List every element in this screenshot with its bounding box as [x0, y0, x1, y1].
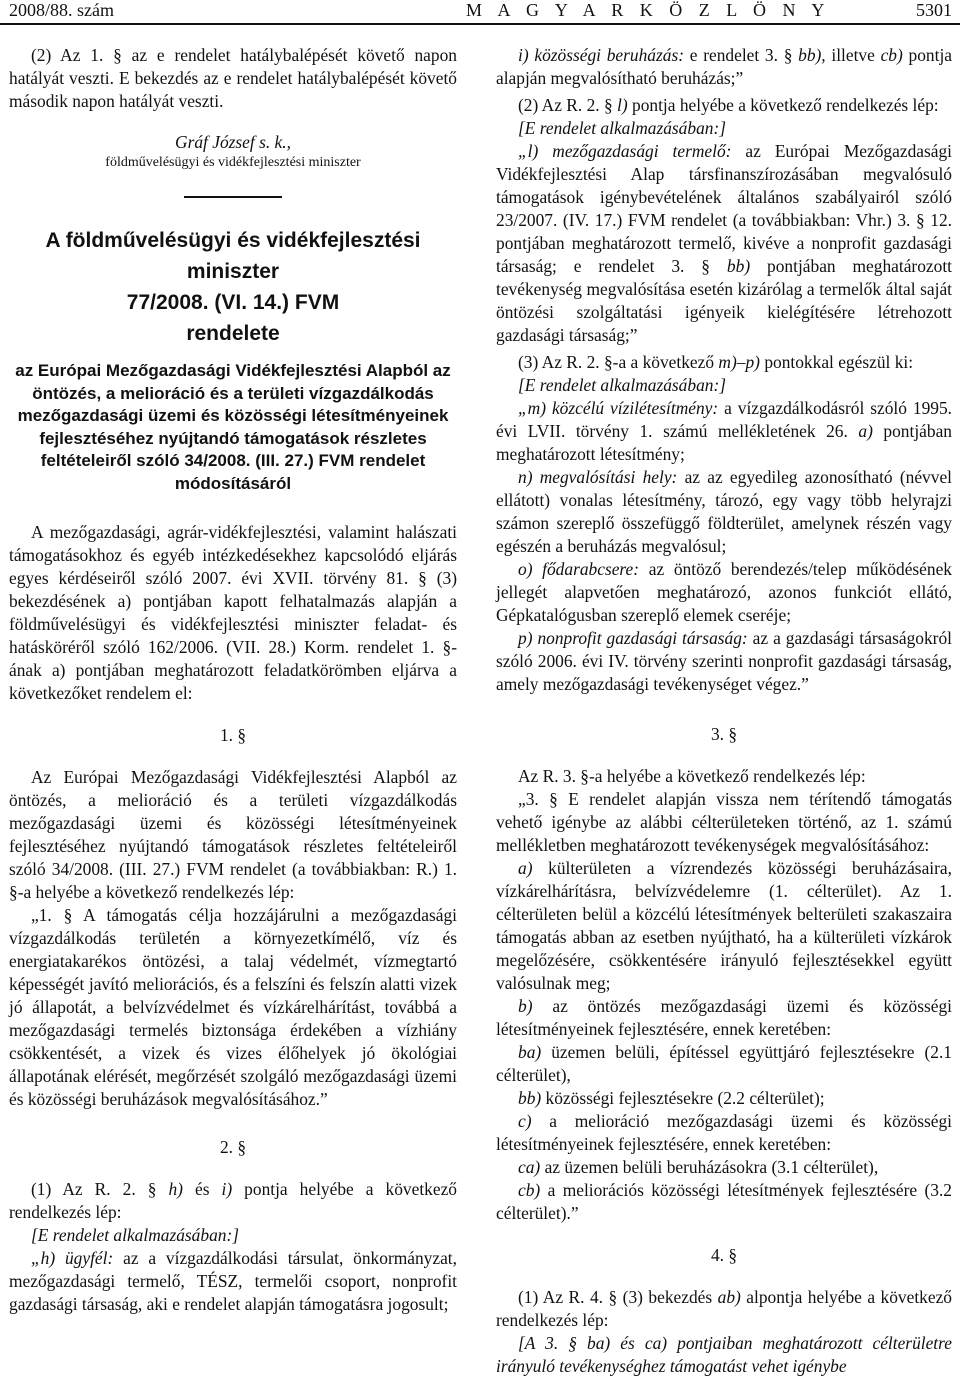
paragraph: „3. § E rendelet alapján vissza nem térítendő támogatás vehető igénybe az alábbi célterületeken történő, az 1. számú mellékletben meghatározott tevékenységek megvalósításához: — [496, 789, 952, 855]
act-number: 77/2008. (VI. 14.) FVM — [126, 291, 340, 314]
act-subject: az Európai Mezőgazdasági Vidékfejlesztési Alapból az öntözés, a melioráció és a területi vízgazdálkodás mezőgazdasági üzemi és közösségi létesítményeinek fejlesztéséhez nyújtandó támogatások részletes feltételeiről szóló 34/2008. (III. 27.) FVM rendelet módosításáról — [15, 361, 451, 493]
paragraph: „m) közcélú vízilétesítmény: a vízgazdálkodásról szóló 1995. évi LVII. törvény 1. számú mellékletének 26. a) pontjában meghatározott létesítmény; — [496, 398, 952, 464]
paragraph: [E rendelet alkalmazásában:] — [31, 1225, 240, 1245]
header-rule — [0, 23, 960, 25]
act-heading — [9, 225, 457, 349]
paragraph: p) nonprofit gazdasági társaság: az a gazdasági társaságokról szóló 2006. évi IV. törvény szerinti nonprofit gazdasági társaság, amely mezőgazdasági tevékenységet végez.” — [496, 628, 953, 694]
paragraph: Az R. 3. §-a helyébe a következő rendelkezés lép: — [518, 766, 866, 786]
page-number: 5301 — [916, 0, 952, 20]
left-column — [9, 44, 457, 1316]
paragraph: i) közösségi beruházás: e rendelet 3. § bb), illetve cb) pontja alapján megvalósítható beruházás;” — [496, 45, 952, 88]
preamble: A mezőgazdasági, agrár-vidékfejlesztési, valamint halászati támogatásokhoz és egyéb intézkedésekhez kapcsolódó eljárás egyes kérdéseiről szóló 2007. évi XVII. törvény 81. § (3) bekezdésének a) pontjában kapott felhatalmazás alapján a földművelésügyi és vidékfejlesztési miniszter feladat- és hatásköréről szóló 162/2006. (VII. 28.) Korm. rendelet 1. §-ának a) pontjában meghatározott feladatkörömben eljárva a következőket rendelem el: — [9, 522, 457, 703]
paragraph: „l) mezőgazdasági termelő: az Európai Mezőgazdasági Vidékfejlesztési Alap társfinanszírozásában megvalósuló támogatások igénybevételének általános szabályairól szóló 23/2007. (IV. 17.) FVM rendelet (a továbbiakban: Vhr.) 3. § 12. pontjában meghatározott termelő, kivéve a nonprofit gazdasági társaság; e rendelet 3. § bb) pontjában meghatározott tevékenység megvalósítása esetén kizárólag a termelők által saját öntözési szolgáltatási igényeik kielégítésére létrehozott gazdasági társaság;” — [496, 141, 952, 345]
issuer-line-1: A földművelésügyi és vidékfejlesztési — [45, 229, 421, 252]
paragraph: „1. § A támogatás célja hozzájárulni a mezőgazdasági vízgazdálkodás területén a környezetkímélő, víz és energiatakarékos öntözési, a talaj védelmét, vízmegtartó képességét javító meliorációs, és a felszíni és felszín alatti vizek jó állapotát, a belvízvédelmet és vízkárelhárítást, továbbá a mezőgazdasági termelés biztonsága érdekében a vízhiány csökkentését, a vizek és vizes élőhelyek jó ökológiai állapotának elérését, megőrzését szolgáló mezőgazdasági üzemi és közösségi beruházások megvalósításához.” — [9, 905, 457, 1109]
paragraph: [E rendelet alkalmazásában:] — [518, 118, 727, 138]
right-column — [496, 44, 952, 1378]
paragraph: (3) Az R. 2. §-a a következő m)–p) pontokkal egészül ki: — [518, 352, 914, 372]
paragraph: [E rendelet alkalmazásában:] — [518, 375, 727, 395]
paragraph: ba) üzemen belüli, építéssel együttjáró fejlesztésekre (2.1 célterület), — [496, 1042, 952, 1085]
section-1-heading: 1. § — [219, 725, 247, 745]
section-2-heading: 2. § — [219, 1137, 247, 1157]
paragraph: (1) Az R. 4. § (3) bekezdés ab) alpontja helyébe a következő rendelkezés lép: — [496, 1287, 952, 1330]
paragraph: c) a melioráció mezőgazdasági üzemi és közösségi létesítményeinek fejlesztésére, ennek keretében: — [496, 1111, 952, 1154]
paragraph: n) megvalósítási hely: az az egyedileg azonosítható (névvel ellátott) vonalas létesítmény, tározó, egy vagy több helyrajzi számon szereplő összefüggő földterület, amelynek részén vagy egészén a beruházás megvalósul; — [496, 467, 952, 556]
paragraph: o) fődarabcsere: az öntöző berendezés/telep működésének jellegét alapvetően meghatározó, azonos funkciót ellátó, Gépkatalógusban szereplő elemek cseréje; — [496, 559, 953, 625]
paragraph: (1) Az R. 2. § h) és i) pontja helyébe a következő rendelkezés lép: — [9, 1179, 457, 1222]
paragraph: a) külterületen a vízrendezés közösségi beruházásaira, vízkárelhárításra, belvízvédelemre (1. célterület). Az 1. célterületen belül a közcélú létesítmények belterületi szakaszaira támogatás abban az esetben nyújtható, ha a külterületi vízkárok megelőzésére, csökkentésére irányuló fejlesztésekkel együtt valósulnak meg; — [496, 858, 952, 993]
paragraph: Az Európai Mezőgazdasági Vidékfejlesztési Alapból az öntözés, a melioráció és a területi vízgazdálkodás mezőgazdasági üzemi és közösségi létesítményeinek fejlesztéséhez nyújtandó támogatások részletes feltételeiről szóló 34/2008. (III. 27.) FVM rendelet (a továbbiakban: R.) 1. §-a helyébe a következő rendelkezés lép: — [9, 767, 457, 902]
signatory-title: földművelésügyi és vidékfejlesztési miniszter — [105, 155, 361, 170]
paragraph: ca) az üzemen belüli beruházásokra (3.1 célterület), — [518, 1157, 879, 1177]
page-header — [0, 0, 960, 22]
paragraph: (2) Az 1. § az e rendelet hatálybalépését követő napon hatályát veszti. E bekezdés az e rendelet hatálybalépését követő második napon hatályát veszti. — [9, 45, 457, 111]
act-type: rendelete — [186, 322, 280, 345]
journal-title: M A G Y A R K Ö Z L Ö N Y — [466, 0, 831, 20]
paragraph: [A 3. § ba) és ca) pontjaiban meghatározott célterületre irányuló tevékenységhez támogatást vehet igénybe — [496, 1333, 952, 1376]
separator-rule — [184, 196, 282, 198]
paragraph: cb) a meliorációs közösségi létesítmények fejlesztésére (3.2 célterület).” — [496, 1180, 952, 1223]
issuer-line-2: miniszter — [186, 260, 280, 283]
signatory-name: Gráf József s. k., — [175, 132, 291, 152]
paragraph: b) az öntözés mezőgazdasági üzemi és közösségi létesítményeinek fejlesztésére, ennek keretében: — [496, 996, 952, 1039]
section-4-heading: 4. § — [710, 1245, 738, 1265]
paragraph: (2) Az R. 2. § l) pontja helyébe a következő rendelkezés lép: — [518, 95, 939, 115]
paragraph: bb) közösségi fejlesztésekre (2.2 célterület); — [518, 1088, 825, 1108]
issue-number: 2008/88. szám — [9, 0, 114, 20]
section-3-heading: 3. § — [710, 724, 738, 744]
paragraph: „h) ügyfél: az a vízgazdálkodási társulat, önkormányzat, mezőgazdasági termelő, TÉSZ, termelői csoport, nonprofit gazdasági társaság, aki e rendelet alapján támogatásra jogosult; — [9, 1248, 457, 1314]
